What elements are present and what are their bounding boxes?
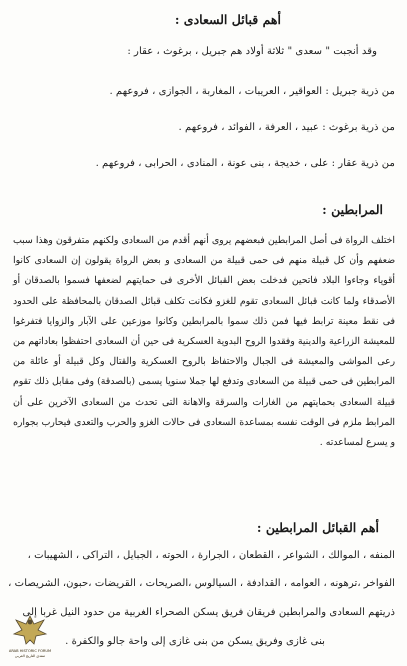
saadi-line-3: من ذرية برغوث : عبيد ، العرفة ، الفوائد ، فروعهم . — [178, 122, 395, 133]
tribes-line-3: ذريتهم السعادى والمرابطين فريقان فريق يسكن الصحراء الغربية من حدود النيل غربا إلى — [22, 607, 395, 618]
eagle-icon — [14, 616, 46, 644]
murabitin-paragraph: اختلف الرواة فى أصل المرابطين فبعضهم يروى أنهم أقدم من السعادى ولكنهم متفرقون وهذا سبب ضعفهم وأن كل قبيلة منهم فى حمى قبيلة من السعادى و بعض الرواة يقولون إن السعادى كانوا أقوياء وجاءوا البلاد فاتحين فدخلت بعض القبائل الأخرى فى حمايتهم لضعفها فسموا بالصدقان أو الأصدقاء ولما كانت قبائل السعادى تقوم للغزو فكانت تكلف قبائل الصدقان بالمحافظة على الحدود فى نقط معينة ترابط فيها فمن ذلك سموا بالمرابطين وكانوا موزعين على الآبار والزوايا فتفرغوا للمعيشة الزراعية والدينية وفقدوا الروح البدوية العسكرية فى حين أن السعادى احتفظوا بعاداتهم من رعى المواشى والمعيشة فى الجبال والاحتفاظ بالروح العسكرية والقتال وكل قبيلة أو عائلة من المرابطين فى حمى قبيلة من السعادى وتدفع لها جملا سنويا يسمى (بالصدقة) وفى مقابل ذلك تقوم قبيلة السعادى بحمايتهم من الغارات والسرقة والاهانة التى تحدث من السعادى الآخرين على أن المرابط ملزم فى الوقت نفسه بمساعدة السعادى فى حالات الغزو والحرب والتعدى فيحارب بجواره و يسرع لمساعدته . — [13, 235, 395, 449]
saadi-line-1: وقد أنجبت " سعدى " ثلاثة أولاد هم جبريل ، برغوث ، عقار : — [127, 46, 377, 57]
heading-murabitin: المرابطين : — [322, 202, 383, 217]
tribes-line-4: بنى غازى وفريق يسكن من بنى غازى إلى واحة جالو والكفرة . — [65, 636, 325, 647]
logo-caption-arabic: منتدى التاريخ العربي — [14, 654, 46, 658]
tribes-line-2: الفواخر ،ترهونه ، العوامه ، القدادفة ، السيالوس ،الصريحات ، القريضات ،حبون، الشريصات ، — [8, 578, 395, 589]
heading-murabitin-tribes: أهم القبائل المرابطين : — [256, 520, 379, 535]
heading-saadi-tribes: أهم قبائل السعادى : — [174, 12, 281, 27]
saadi-line-4: من ذرية عقار : على ، خديجة ، بنى عونة ، المنادى ، الحرابى ، فروعهم . — [95, 158, 395, 169]
forum-logo-watermark — [6, 610, 54, 660]
tribes-line-1: المنفه ، الموالك ، الشواعر ، القطعان ، الجرارة ، الحوته ، الجبايل ، التراكى ، الشهيبات ، — [27, 550, 395, 561]
saadi-line-2: من ذرية جبريل : العواقير ، العريبات ، المغاربة ، الجوازى ، فروعهم . — [109, 86, 395, 97]
logo-caption-latin: ARAB HISTORIC FORUM — [8, 649, 52, 653]
